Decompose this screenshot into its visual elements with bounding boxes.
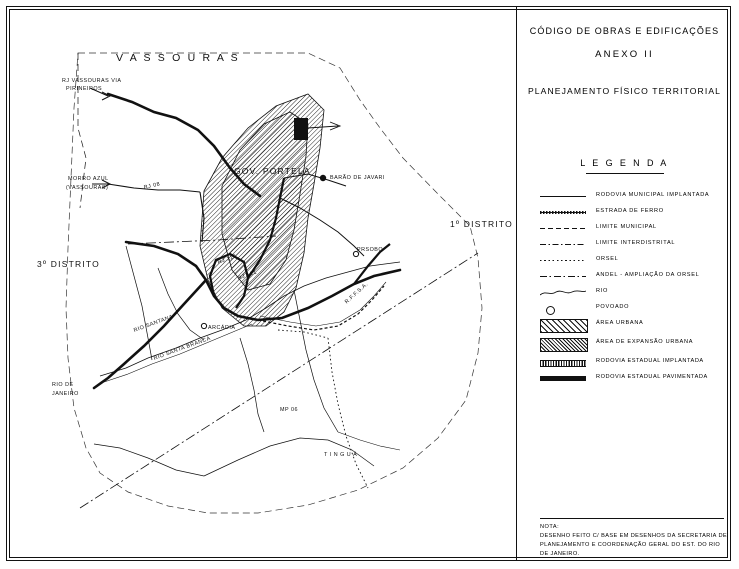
map-label-morro-azul: MORRO AZUL: [68, 176, 109, 182]
dash-dot-line-2-icon: [540, 270, 588, 284]
note-divider: [540, 518, 724, 519]
map-label-pirineiros: PIRINEIROS: [66, 86, 103, 92]
legend-item-rio: [540, 286, 730, 302]
map-label-rj-125: RJ 125: [216, 253, 238, 266]
note-title: NOTA:: [540, 524, 560, 530]
river-line-icon: [540, 286, 588, 300]
dashed-line-icon: [540, 222, 588, 236]
map-label-rj-vassouras-via: RJ VASSOURAS VIA: [62, 78, 122, 84]
hatch-fine-icon: [540, 337, 588, 351]
legend-label: RODOVIA ESTADUAL PAVIMENTADA: [596, 374, 708, 380]
legend-label: RIO: [596, 288, 609, 294]
legend-panel: [518, 8, 731, 559]
map-label-terceiro-distrito: 3º DISTRITO: [37, 259, 100, 269]
hatch-coarse-icon: [540, 318, 588, 332]
title-line-2: ANEXO II: [595, 49, 654, 60]
legend-label: ORSEL: [596, 256, 619, 262]
legend-item-area-urbana: [540, 318, 730, 337]
map-label-primeiro-distrito: 1º DISTRITO: [450, 219, 513, 229]
legend-item-rodovia-estadual-implantada: [540, 356, 730, 372]
map-label-barao-de-javari: BARÃO DE JAVARI: [330, 175, 385, 181]
legend-item-limite-municipal: [540, 222, 730, 238]
map-label-morro-azul-sub: (VASSOURAS): [66, 185, 109, 191]
legend-label: RODOVIA ESTADUAL IMPLANTADA: [596, 358, 704, 364]
dotted-line-icon: [540, 254, 588, 268]
map-label-vassouras: V A S S O U R A S: [116, 52, 240, 64]
circle-marker-icon: [540, 302, 588, 316]
legend-label: ESTRADA DE FERRO: [596, 208, 664, 214]
legend-label: LIMITE INTERDISTRITAL: [596, 240, 676, 246]
legend-heading-underline: [586, 173, 664, 174]
legend-item-rodovia-estadual-pavimentada: [540, 372, 730, 388]
map-label-tingua: T I N G U Á: [324, 452, 358, 458]
title-block: [518, 26, 731, 96]
map-label-rffsa: R.F.F.S.A.: [343, 281, 370, 306]
map-label-arcadia: ARCÁDIA: [208, 325, 236, 331]
legend-label: POVOADO: [596, 304, 630, 310]
legend-label: ÁREA DE EXPANSÃO URBANA: [596, 339, 694, 345]
dash-dot-line-icon: [540, 238, 588, 252]
map-label-gov-portela: GOV. PORTELA: [234, 166, 311, 176]
map-label-rio-santana: RIO SANTANA: [132, 313, 175, 334]
legend-label: RODOVIA MUNICIPAL IMPLANTADA: [596, 192, 710, 198]
legend-list: [540, 190, 730, 388]
solid-line-icon: [540, 190, 588, 204]
legend-item-rodovia-municipal: [540, 190, 730, 206]
map-label-prosoco: PRSOBO: [357, 247, 384, 253]
railway-line-icon: [540, 206, 588, 220]
thick-solid-band-icon: [540, 372, 588, 386]
legend-item-orsel: [540, 254, 730, 270]
map-label-mp-06: MP 06: [280, 407, 298, 413]
legend-item-area-expansao-urbana: [540, 337, 730, 356]
map-label-rio-santa-branca: RIO SANTA BRANCA: [152, 335, 212, 362]
panel-divider: [516, 7, 517, 560]
title-line-3: PLANEJAMENTO FÍSICO TERRITORIAL: [527, 86, 722, 96]
legend-item-povoado: [540, 302, 730, 318]
map-label-rj-08: RJ 08: [143, 181, 161, 191]
legend-label: LIMITE MUNICIPAL: [596, 224, 657, 230]
map-panel[interactable]: [8, 8, 516, 559]
map-label-rj-121: RJ 121: [236, 269, 258, 282]
legend-item-estrada-de-ferro: [540, 206, 730, 222]
legend-item-andel: [540, 270, 730, 286]
map-label-rio-de-janeiro-2: JANEIRO: [52, 391, 79, 397]
legend-item-limite-interdistrital: [540, 238, 730, 254]
legend-label: ANDEL - AMPLIAÇÃO DA ORSEL: [596, 272, 700, 278]
note-block: [540, 523, 730, 559]
legend-heading: L E G E N D A: [580, 158, 669, 168]
map-label-rio-de-janeiro: RIO DE: [52, 382, 74, 388]
note-body: DESENHO FEITO C/ BASE EM DESENHOS DA SECRETARIA DE PLANEJAMENTO E COORDENAÇÃO GERAL DO EST. DO RIO DE JANEIRO.: [540, 533, 728, 557]
river-svg: [540, 288, 586, 297]
thick-hatched-band-icon: [540, 356, 588, 370]
title-line-1: CÓDIGO DE OBRAS E EDIFICAÇÕES: [529, 26, 720, 36]
legend-label: ÁREA URBANA: [596, 320, 644, 326]
